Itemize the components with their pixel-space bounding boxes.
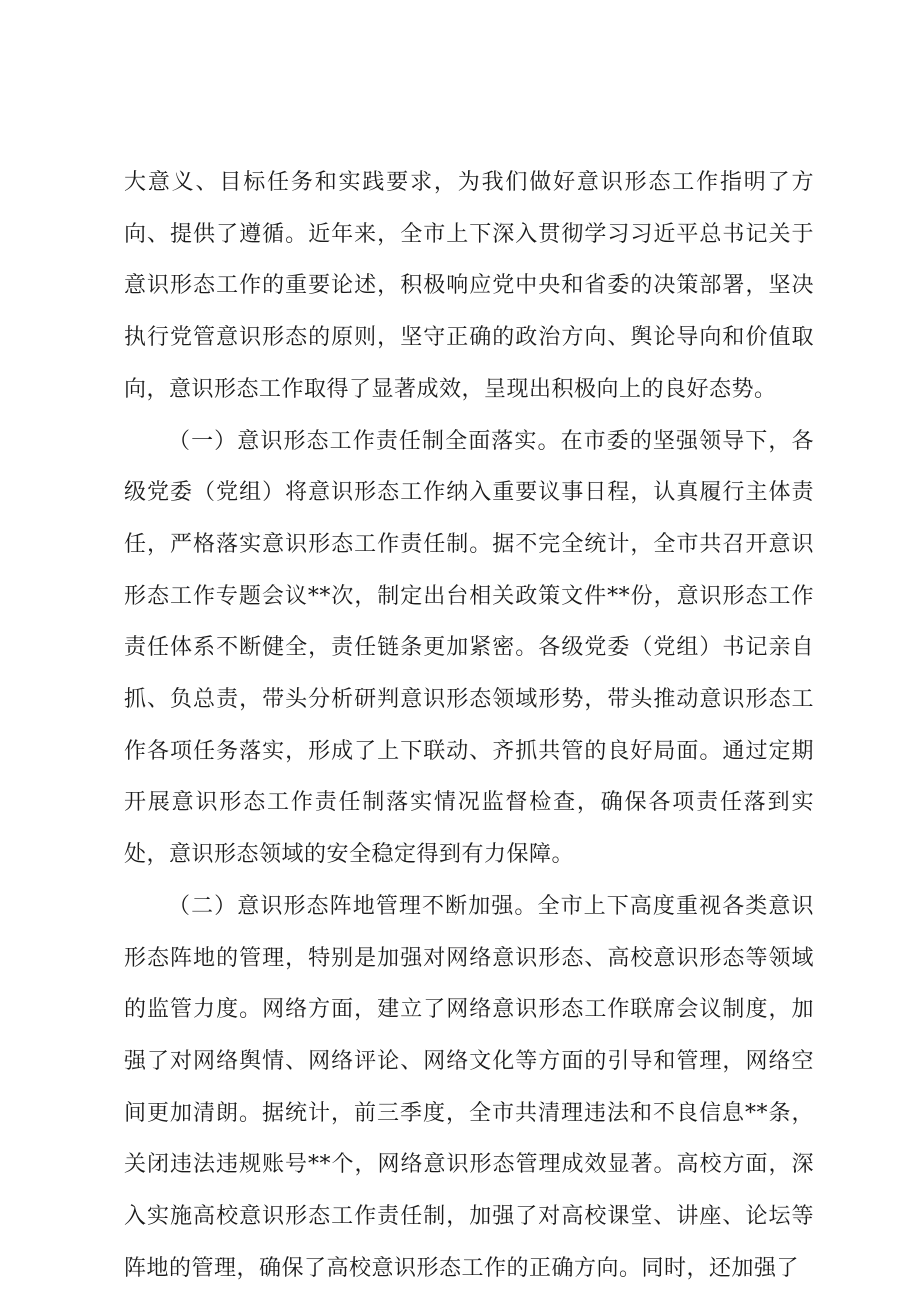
paragraph-section-1: （一）意识形态工作责任制全面落实。在市委的坚强领导下，各级党委（党组）将意识形态工作纳入重要议事日程，认真履行主体责任，严格落实意识形态工作责任制。据不完全统计，全市共召开意识形态工作专题会议**次，制定出台相关政策文件**份，意识形态工作责任体系不断健全，责任链条更加紧密。各级党委（党组）书记亲自抓、负总责，带头分析研判意识形态领域形势，带头推动意识形态工作各项任务落实，形成了上下联动、齐抓共管的良好局面。通过定期开展意识形态工作责任制落实情况监督检查，确保各项责任落到实处，意识形态领域的安全稳定得到有力保障。: [124, 428, 814, 868]
paragraph-intro-continuation: 大意义、目标任务和实践要求，为我们做好意识形态工作指明了方向、提供了遵循。近年来，全市上下深入贯彻学习习近平总书记关于意识形态工作的重要论述，积极响应党中央和省委的决策部署，坚决执行党管意识形态的原则，坚守正确的政治方向、舆论导向和价值取向，意识形态工作取得了显著成效，呈现出积极向上的良好态势。: [124, 170, 814, 402]
document-body: [124, 157, 814, 1294]
paragraph-section-2: （二）意识形态阵地管理不断加强。全市上下高度重视各类意识形态阵地的管理，特别是加强对网络意识形态、高校意识形态等领域的监管力度。网络方面，建立了网络意识形态工作联席会议制度，加强了对网络舆情、网络评论、网络文化等方面的引导和管理，网络空间更加清朗。据统计，前三季度，全市共清理违法和不良信息**条，关闭违法违规账号**个，网络意识形态管理成效显著。高校方面，深入实施高校意识形态工作责任制，加强了对高校课堂、讲座、论坛等阵地的管理，确保了高校意识形态工作的正确方向。同时，还加强了: [124, 893, 814, 1281]
